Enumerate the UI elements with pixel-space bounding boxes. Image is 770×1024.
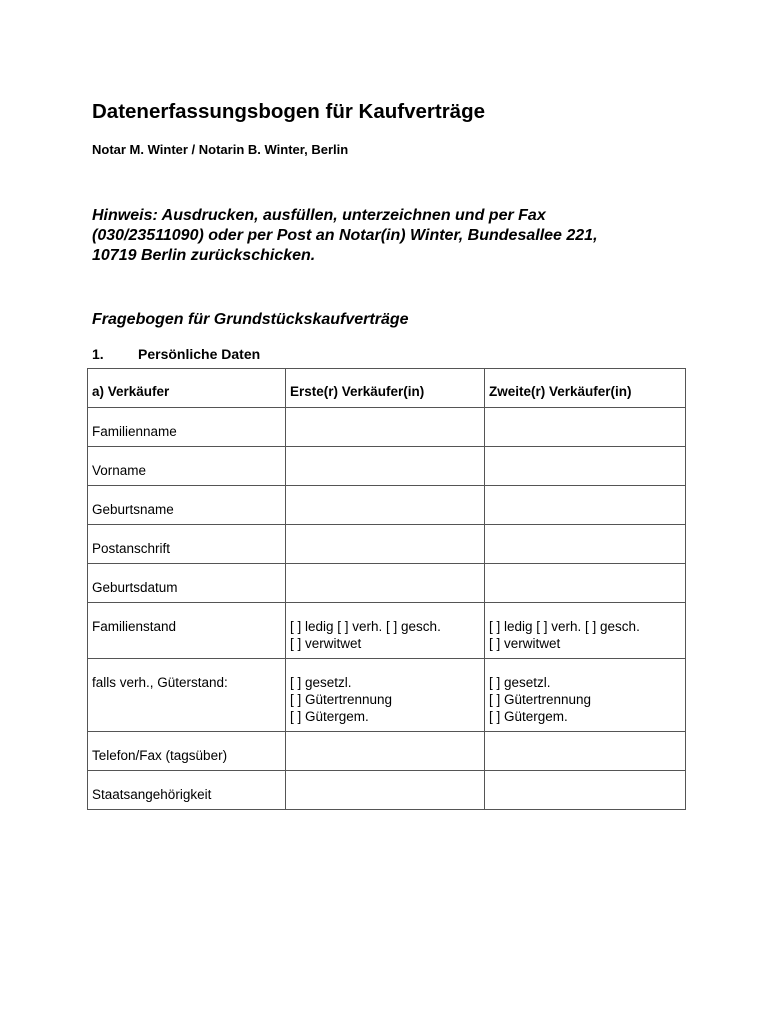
row-label: Familienstand xyxy=(88,603,286,659)
option-line: [ ] verwitwet xyxy=(290,636,362,651)
option-line: [ ] Gütertrennung xyxy=(290,692,393,707)
first-seller-familienname-field[interactable] xyxy=(286,408,485,447)
first-seller-vorname-field[interactable] xyxy=(286,447,485,486)
option-line: [ ] gesetzl. xyxy=(290,675,352,690)
notice-paragraph xyxy=(92,206,692,266)
table-row xyxy=(88,771,686,810)
row-label: Geburtsdatum xyxy=(88,564,286,603)
section-title: Fragebogen für Grundstückskaufverträge xyxy=(92,311,409,328)
table-row xyxy=(88,659,686,732)
subsection-number: 1. xyxy=(92,346,104,362)
table-row xyxy=(88,525,686,564)
second-seller-geburtsname-field[interactable] xyxy=(485,486,686,525)
table-row xyxy=(88,447,686,486)
second-seller-vorname-field[interactable] xyxy=(485,447,686,486)
row-label: falls verh., Güterstand: xyxy=(88,659,286,732)
table-row xyxy=(88,603,686,659)
table-header-row xyxy=(88,369,686,408)
notice-line: (030/23511090) oder per Post an Notar(in) Winter, Bundesallee 221, xyxy=(92,227,598,244)
first-seller-postanschrift-field[interactable] xyxy=(286,525,485,564)
header-second-seller: Zweite(r) Verkäufer(in) xyxy=(485,369,686,408)
first-seller-gueterstand-options[interactable] xyxy=(286,659,485,732)
table-row xyxy=(88,486,686,525)
first-seller-geburtsname-field[interactable] xyxy=(286,486,485,525)
option-line: [ ] Gütertrennung xyxy=(489,692,592,707)
document-title: Datenerfassungsbogen für Kaufverträge xyxy=(92,100,486,123)
second-seller-geburtsdatum-field[interactable] xyxy=(485,564,686,603)
option-line: [ ] ledig [ ] verh. [ ] gesch. xyxy=(290,619,441,634)
second-seller-familienname-field[interactable] xyxy=(485,408,686,447)
option-line: [ ] gesetzl. xyxy=(489,675,551,690)
second-seller-gueterstand-options[interactable] xyxy=(485,659,686,732)
subsection-heading xyxy=(92,346,260,362)
table-row xyxy=(88,564,686,603)
table-row xyxy=(88,732,686,771)
notary-subtitle: Notar M. Winter / Notarin B. Winter, Berlin xyxy=(92,142,349,157)
header-seller: a) Verkäufer xyxy=(88,369,286,408)
header-first-seller: Erste(r) Verkäufer(in) xyxy=(286,369,485,408)
row-label: Vorname xyxy=(88,447,286,486)
notice-line: 10719 Berlin zurückschicken. xyxy=(92,247,316,264)
first-seller-geburtsdatum-field[interactable] xyxy=(286,564,485,603)
row-label: Geburtsname xyxy=(88,486,286,525)
notice-line: Hinweis: Ausdrucken, ausfüllen, unterzeichnen und per Fax xyxy=(92,207,546,224)
row-label: Familienname xyxy=(88,408,286,447)
first-seller-familienstand-options[interactable] xyxy=(286,603,485,659)
subsection-label: Persönliche Daten xyxy=(138,346,261,362)
first-seller-telefon-field[interactable] xyxy=(286,732,485,771)
second-seller-familienstand-options[interactable] xyxy=(485,603,686,659)
seller-data-table xyxy=(87,368,686,810)
option-line: [ ] verwitwet xyxy=(489,636,561,651)
row-label: Postanschrift xyxy=(88,525,286,564)
option-line: [ ] ledig [ ] verh. [ ] gesch. xyxy=(489,619,640,634)
first-seller-staatsangehoerigkeit-field[interactable] xyxy=(286,771,485,810)
row-label: Staatsangehörigkeit xyxy=(88,771,286,810)
option-line: [ ] Gütergem. xyxy=(489,709,568,724)
table-row xyxy=(88,408,686,447)
option-line: [ ] Gütergem. xyxy=(290,709,369,724)
second-seller-telefon-field[interactable] xyxy=(485,732,686,771)
second-seller-staatsangehoerigkeit-field[interactable] xyxy=(485,771,686,810)
row-label: Telefon/Fax (tagsüber) xyxy=(88,732,286,771)
second-seller-postanschrift-field[interactable] xyxy=(485,525,686,564)
